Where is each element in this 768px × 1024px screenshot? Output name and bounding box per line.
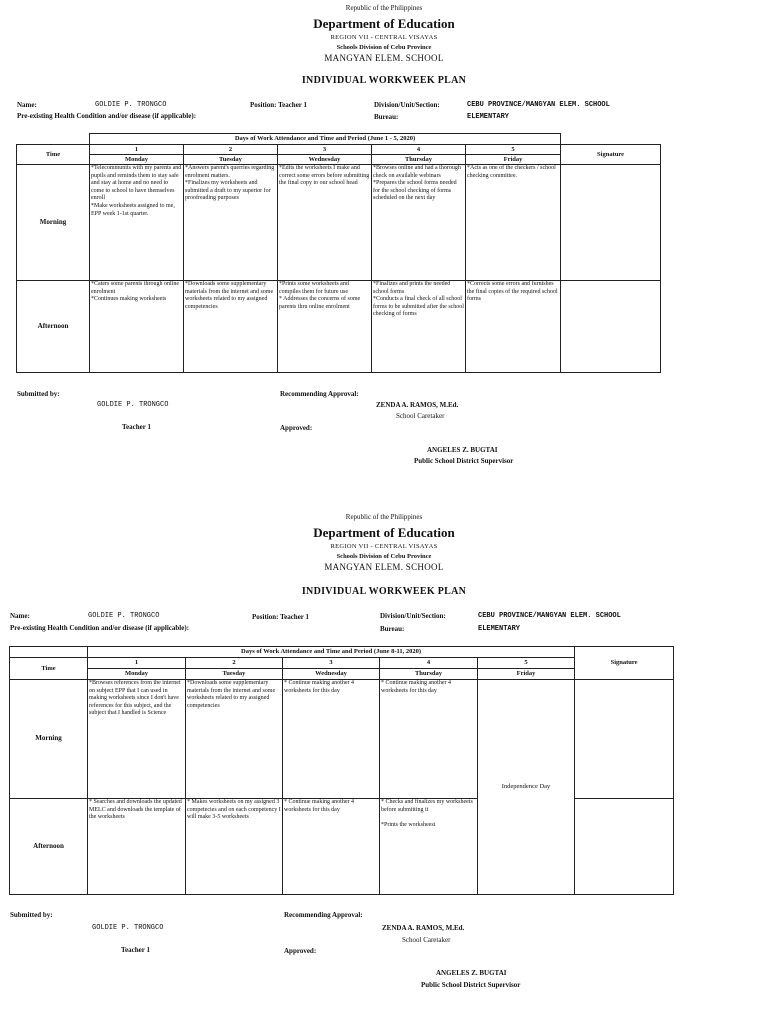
submitted-by-label: Submitted by:	[10, 911, 53, 919]
recommending-label: Recommending Approval:	[284, 911, 363, 919]
task-cell: *Telecommunits with my parents and pupils and reminds them to stay safe and stay at home and no need to come to school to have themselves enroll *Make worksheets assigned to me, EPP week 1-1st quarter.	[90, 165, 184, 281]
recommending-title: School Caretaker	[402, 936, 451, 944]
task-cell: *Edits the worksheets I make and correct some errors before submitting the final copy to our school head	[278, 165, 372, 281]
row-label-afternoon: Afternoon	[17, 281, 90, 373]
position-label: Position: Teacher 1	[252, 613, 310, 621]
day-number: 5	[466, 145, 561, 155]
day-number: 4	[372, 145, 466, 155]
task-cell: * Checks and finalizes my worksheets before submitting it *Prints the worksheest	[380, 799, 478, 895]
health-condition-label: Pre-existing Health Condition and/or disease (if applicable):	[17, 112, 197, 120]
plan-title: INDIVIDUAL WORKWEEK PLAN	[301, 75, 467, 86]
task-cell: *Acts as one of the checkers / school checking committee.	[466, 165, 561, 281]
republic-label: Republic of the Philippines	[345, 4, 423, 12]
division-field-label: Division/Unit/Section:	[374, 101, 440, 109]
submitted-by-name: GOLDIE P. TRONGCO	[92, 924, 164, 932]
recommending-title: School Caretaker	[396, 412, 445, 420]
region-label: REGION VII - CENTRAL VISAYAS	[330, 543, 438, 550]
task-cell: * Continue making another 4 worksheets for this day	[283, 799, 380, 895]
recommending-label: Recommending Approval:	[280, 390, 359, 398]
table-row	[17, 165, 661, 281]
day-name: Monday	[88, 669, 186, 680]
signature-cell	[575, 680, 674, 799]
period-header: Days of Work Attendance and Time and Period (June 8-11, 2020)	[88, 647, 575, 658]
workweek-table	[9, 646, 674, 895]
task-cell: * Searches and downloads the updated MELC and downloads the template of the worksheets	[88, 799, 186, 895]
row-label-afternoon: Afternoon	[10, 799, 88, 895]
time-header: Time	[17, 145, 90, 165]
day-name: Thursday	[372, 155, 466, 165]
submitted-by-name: GOLDIE P. TRONGCO	[97, 401, 169, 409]
table-row	[10, 680, 674, 799]
health-condition-label: Pre-existing Health Condition and/or disease (if applicable):	[10, 624, 190, 632]
table-row	[10, 799, 674, 895]
day-number: 1	[88, 658, 186, 669]
task-cell: *Caters some parents through online enrolment *Continues making worksheets	[90, 281, 184, 373]
signature-cell	[561, 165, 661, 281]
position-label: Position: Teacher 1	[250, 101, 308, 109]
day-name: Tuesday	[184, 155, 278, 165]
name-value: GOLDIE P. TRONGCO	[88, 612, 160, 620]
name-label: Name:	[10, 612, 30, 620]
name-value: GOLDIE P. TRONGCO	[95, 101, 167, 109]
row-label-morning: Morning	[10, 680, 88, 799]
task-cell: * Makes worksheets on my assigned 3 competecies and on each competency I will make 3-5 worksheets	[186, 799, 283, 895]
workweek-plan-2	[0, 508, 768, 1024]
approved-title: Public School District Supervisor	[421, 981, 521, 989]
task-cell: *Browses online and had a thorough check on available webinars *Prepares the school forms needed for the school checking of forms scheduled on the next day	[372, 165, 466, 281]
workweek-plan-1	[0, 0, 768, 500]
approved-label: Approved:	[280, 424, 313, 432]
bureau-label: Bureau:	[374, 113, 399, 121]
holiday-cell: Independence Day	[478, 680, 575, 895]
day-number: 5	[478, 658, 575, 669]
signature-header: Signature	[575, 647, 674, 680]
department-title: Department of Education	[313, 16, 455, 31]
submitted-by-title: Teacher 1	[121, 946, 150, 954]
day-name: Friday	[466, 155, 561, 165]
task-cell: *Finalizes and prints the needed school forms *Conducts a final check of all school forms to be submitted after the school checking of forms	[372, 281, 466, 373]
bureau-label: Bureau:	[380, 625, 405, 633]
task-cell: *Corrects some errors and furnishes the final copies of the required school forms	[466, 281, 561, 373]
day-name: Tuesday	[186, 669, 283, 680]
recommending-name: ZENDA A. RAMOS, M.Ed.	[376, 401, 459, 409]
day-number: 2	[184, 145, 278, 155]
day-number: 4	[380, 658, 478, 669]
task-cell: * Continue making another 4 worksheets for this day	[380, 680, 478, 799]
division-label: Schools Division of Cebu Province	[336, 44, 432, 51]
approved-name: ANGELES Z. BUGTAI	[427, 446, 498, 454]
submitted-by-title: Teacher 1	[122, 423, 151, 431]
day-name: Friday	[478, 669, 575, 680]
signature-header: Signature	[561, 145, 661, 165]
blank-corner-right	[561, 134, 661, 145]
bureau-value: ELEMENTARY	[478, 625, 521, 633]
school-name: MANGYAN ELEM. SCHOOL	[324, 53, 444, 63]
table-row	[17, 281, 661, 373]
time-header: Time	[10, 658, 88, 680]
day-name: Wednesday	[283, 669, 380, 680]
task-cell: *Downloads some supplementary materials from the internet and some worksheets related to my assigned competencies	[184, 281, 278, 373]
bureau-value: ELEMENTARY	[467, 113, 510, 121]
day-name: Monday	[90, 155, 184, 165]
division-field-value: CEBU PROVINCE/MANGYAN ELEM. SCHOOL	[467, 101, 610, 109]
row-label-morning: Morning	[17, 165, 90, 281]
task-cell: *Downloads some supplementary materials from the internet and some worksheets related to my assigned competencies	[186, 680, 283, 799]
day-number: 3	[283, 658, 380, 669]
period-header: Days of Work Attendance and Time and Period (June 1 - 5, 2020)	[90, 134, 561, 145]
day-number: 3	[278, 145, 372, 155]
task-cell: *Browses references from the internet on subject EPP that I can used in making worksheets since I don't have references for this subject, and the subject that I handled is Science	[88, 680, 186, 799]
approved-title: Public School District Supervisor	[414, 457, 514, 465]
task-cell: *Answers parent's querries regarding enrolment matters. *Finalizes my worksheets and submitted a draft to my superior for proofreading purposes	[184, 165, 278, 281]
blank-corner	[10, 647, 88, 658]
signature-cell	[561, 281, 661, 373]
division-label: Schools Division of Cebu Province	[336, 553, 432, 560]
task-cell: *Prints some worksheets and compiles them for future use * Addresses the concerns of some parents thru online enrolment	[278, 281, 372, 373]
recommending-name: ZENDA A. RAMOS, M.Ed.	[382, 924, 465, 932]
blank-corner	[17, 134, 90, 145]
division-field-label: Division/Unit/Section:	[380, 612, 446, 620]
plan-title: INDIVIDUAL WORKWEEK PLAN	[301, 586, 467, 597]
department-title: Department of Education	[313, 525, 455, 540]
school-name: MANGYAN ELEM. SCHOOL	[324, 562, 444, 572]
workweek-table	[16, 133, 661, 373]
submitted-by-label: Submitted by:	[17, 390, 60, 398]
division-field-value: CEBU PROVINCE/MANGYAN ELEM. SCHOOL	[478, 612, 621, 620]
task-cell: * Continue making another 4 worksheets for this day	[283, 680, 380, 799]
day-number: 2	[186, 658, 283, 669]
day-name: Thursday	[380, 669, 478, 680]
region-label: REGION VII - CENTRAL VISAYAS	[330, 34, 438, 41]
day-name: Wednesday	[278, 155, 372, 165]
approved-name: ANGELES Z. BUGTAI	[436, 969, 507, 977]
day-number: 1	[90, 145, 184, 155]
name-label: Name:	[17, 101, 37, 109]
signature-cell	[575, 799, 674, 895]
republic-label: Republic of the Philippines	[345, 513, 423, 521]
approved-label: Approved:	[284, 947, 317, 955]
